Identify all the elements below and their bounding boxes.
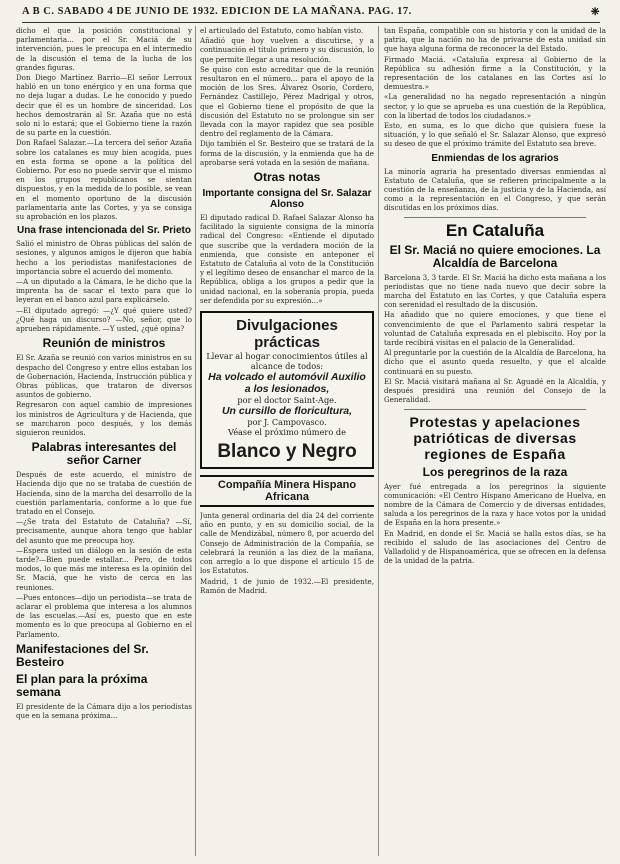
paragraph: Después de este acuerdo, el ministro de Hacienda dijo que no se trataba de cuestión de Hacienda, sino de la marcha del desarrollo de la cuestión parlamentaria, conforme a lo que fue tratado en el Consejo. — [16, 470, 192, 516]
ad-title: Divulgaciones prácticas — [236, 317, 338, 352]
paragraph: Regresaron con aquel cambio de impresiones los ministros de Agricultura y de Hacienda, que se marcharon poco después, y los demás siguieron reunidos. — [16, 400, 192, 437]
headline-macia-emociones: El Sr. Maciá no quiere emociones. La Alcaldía de Barcelona — [389, 242, 601, 270]
paragraph: La minoría agraria ha presentado diversas enmiendas al Estatuto de Cataluña, que se refieren principalmente a la cuestión de la enseñanza, de la justicia y de la Hacienda, así como a la representación en el Congreso, y que serán discutidas en los próximos días. — [384, 166, 606, 213]
headline-plan-semana: El plan para la próxima semana — [16, 671, 148, 699]
paragraph: dicho el que la posición constitucional y parlamentaria... por el Sr. Maciá de su intervención, pues le preocupa en el intermedio de la discusión el tema de la lucha de los grandes figuras. — [16, 26, 192, 72]
page-header — [22, 6, 600, 20]
column-middle — [200, 26, 374, 860]
paragraph: El presidente de la Cámara dijo a los periodistas que en la semana próxima... — [16, 701, 192, 720]
paragraph: Ha añadido que no quiere emociones, y que tiene el convencimiento de que el Parlamento sabrá respetar la voluntad de Cataluña expresada en el plebiscito. Hoy por la tarde recibirá visitas en el palacio de la Generalidad. — [384, 310, 606, 348]
paragraph: Ayer fué entregada a los peregrinos la siguiente comunicación: «El Centro Hispano Americano de Huelva, en nombre de la Cámara de Comercio y de diversas entidades, saluda a los peregrinos de la raza y hace votos por la unidad de España en la hora presente.» — [384, 481, 606, 528]
headline-palabras-carner: Palabras interesantes del señor Carner — [31, 440, 177, 468]
paragraph: El Sr. Maciá visitará mañana al Sr. Aguadé en la Alcaldía, y después presidirá una reunión del Consejo de la Generalidad. — [384, 376, 606, 405]
column-divider — [195, 26, 196, 856]
headline-consigna-salazar: Importante consigna del Sr. Salazar Alonso — [202, 188, 372, 211]
paragraph: Madrid, 1 de junio de 1932.—El presidente, Ramón de Madrid. — [200, 576, 374, 595]
paragraph: —Espera usted un diálogo en la sesión de esta tarde?—Bien puede estallar... Pero, de todos modos, lo que más me interesa es la opinión del Sr. Maciá, que he visto de cerca en las reuniones. — [16, 545, 192, 592]
headline-frase-prieto: Una frase intencionada del Sr. Prieto — [17, 225, 191, 237]
paragraph: el articulado del Estatuto, como habían visto. — [200, 26, 364, 35]
ad-brand: Blanco y Negro — [217, 441, 357, 463]
paragraph: —El diputado agregó: —¿Y qué quiere usted? ¿Qué haga un discurso? —No, señor, que lo aprueben rápidamente. —Y usted, ¿qué opina? — [16, 305, 192, 334]
header-mark: ❈ — [590, 7, 600, 18]
paragraph: El Sr. Azaña se reunió con varios ministros en su despacho del Congreso y entre ellos estaban los de Gobernación, Hacienda, Instrucción pública y Obras públicas, que trataron de diversos asuntos de gobierno. — [16, 353, 192, 400]
paragraph: Esto, en suma, es lo que dicho que quisiera fuese la situación, y lo que señaló el Sr. Salazar Alonso, que expresó su deseo de que el próximo trámite del Estatuto sea breve. — [384, 121, 606, 149]
headline-besteiro: Manifestaciones del Sr. Besteiro — [16, 641, 149, 669]
advertisement-box — [200, 311, 374, 469]
paragraph: Don Rafael Salazar.—La tercera del señor Azaña sobre los catalanes es muy bien acogida, pues en esta forma se opone a la política del Gobierno. Por eso no puede servir que el mismo en los grupos republicanos se sientan dispuestos, y en la medida de lo posible, se vean en el momento oportuno de la discusión parlamentaria ante las Cortes, y ya se consiga su aprobación en los plazos. — [16, 138, 192, 222]
paragraph: Firmado Maciá. «Cataluña expresa al Gobierno de la República su adhesión firme a la Constitución, y la representación de los catalanes en las Cortes así lo demuestra.» — [384, 54, 606, 92]
ad-line: Véase el próximo número de — [228, 427, 346, 438]
paragraph: —Pues entonces—dijo un periodista—se trata de aclarar el problema que interesa a los alumnos de las escuelas.—Así es, puesto que en este momento es lo que preocupa al Gobierno en el Parlamento. — [16, 592, 192, 639]
ad-line: Llevar al hogar conocimientos útiles al alcance de todos: — [206, 351, 368, 372]
headline-peregrinos: Los peregrinos de la raza — [422, 464, 568, 479]
paragraph: Salió el ministro de Obras públicas del salón de sesiones, y algunos amigos le dijeron que había hecho a los periodistas manifestaciones de importancia sobre el acuerdo del momento. — [16, 239, 192, 276]
header-rule — [22, 22, 600, 23]
ad-line: por el doctor Saint-Age. — [237, 395, 337, 406]
paragraph: tan España, compatible con su historia y con la unidad de la patria, que la nación no ha de privarse de esta unidad sin que haya alguna forma de reconocer la del Estado. — [384, 26, 606, 54]
paragraph: Junta general ordinaria del día 24 del corriente año en punto, y en su domicilio social, de la calle de Mendizábal, número 8, por acuerdo del Consejo de Administración de la Compañía, se celebrará la reunión a las diez de la mañana, con arreglo a lo que dispone el artículo 15 de los Estatutos. — [200, 511, 374, 576]
paragraph: —A un diputado a la Cámara, le he dicho que la imprenta ha de sacar el texto para que lo leyeran en el banco azul para explicárselo. — [16, 277, 192, 305]
column-left — [16, 26, 192, 860]
column-divider — [378, 26, 379, 856]
headline-protestas: Protestas y apelaciones patrióticas de diversas regiones de España — [409, 413, 581, 462]
paragraph: Don Diego Martínez Barrio—El señor Lerroux habló en un tono enérgico y en una forma que no deja lugar a dudas. Le he conocido y puedo decir que él es un hombre de sinceridad. Los hechos demostrarán al Sr. Azaña que no está solo ni lo estará; que el Gobierno tiene la razón de su parte en la cuestión. — [16, 73, 192, 138]
headline-otras-notas: Otras notas — [253, 170, 321, 185]
ad-bold-line: Ha volcado el automóvil Auxilio a los lesionados, — [208, 371, 366, 396]
paragraph: El diputado radical D. Rafael Salazar Alonso ha facilitado la siguiente consigna de la minoría radical del Congreso: «Entiende el diputado que suscribe que la verdadera moción de la enmienda, que consiste en anteponer el Estatuto de Cataluña al voto de la Constitución y el legítimo deseo de ensanchar el marco de la República, obliga a los grupos a pedir que la unidad nacional, en la soberanía propia, pueda ser defendida por su expresión...» — [200, 213, 374, 305]
divider — [404, 409, 586, 410]
headline-enmiendas-agrarios: Enmiendas de los agrarios — [431, 152, 559, 164]
headline-en-cataluna: En Cataluña — [445, 220, 545, 240]
ad-line: por J. Campovasco. — [247, 417, 327, 428]
header-title: A B C. SABADO 4 DE JUNIO DE 1932. EDICION DE LA MAÑANA. PAG. 17. — [22, 6, 412, 17]
column-right — [384, 26, 606, 860]
paragraph: Añadió que hoy vuelven a discutirse, y a continuación el título primero y su discusión, lo que permite llegar a una resolución. — [200, 36, 374, 64]
paragraph: En Madrid, en donde el Sr. Maciá se halla estos días, se ha recibido el saludo de las asociaciones del Centro de Valladolid y de Hispanoamérica, que se ofrecen en la defensa de la unidad de la patria. — [384, 528, 606, 566]
divider — [404, 217, 586, 218]
paragraph: —¿Se trata del Estatuto de Cataluña? —Sí, precisamente, aunque ahora tengo que hablar del asunto que me preocupa hoy. — [16, 517, 192, 545]
paragraph: Dijo también el Sr. Besteiro que se tratará de la forma de la discusión, y la enmienda que ha de aprobarse será votada en la sesión de mañana. — [200, 139, 374, 167]
paragraph: «La generalidad no ha negado representación a ningún sector, y lo que se aprueba es una cuestión de la República, con la libertad de todos los ciudadanos.» — [384, 92, 606, 120]
paragraph: Al preguntarle por la cuestión de la Alcaldía de Barcelona, ha dicho que el asunto queda resuelto, y que el alcalde continuará en su puesto. — [384, 348, 606, 376]
paragraph: Se quiso con esto acreditar que de la reunión resultaron en el número... para el apoyo de la moción de los Sres. Álvarez Osorio, Cordero, Fernández Castillejo, Pérez Madrigal y otros, que el Gobierno tiene el propósito de que la discusión del Estatuto no se prolongue sin ser llevada con la mayor rapidez que sea posible dentro del reglamento de la Cámara. — [200, 64, 374, 139]
company-notice-title: Compañía Minera Hispano Africana — [200, 475, 374, 507]
headline-reunion-ministros: Reunión de ministros — [42, 336, 166, 351]
ad-bold-line: Un cursillo de floricultura, — [221, 405, 353, 418]
paragraph: Barcelona 3, 3 tarde. El Sr. Maciá ha dicho esta mañana a los periodistas que no tiene nada nuevo que decir sobre la marcha del Estatuto en las Cortes, y que Cataluña espera con serenidad el resultado de la discusión. — [384, 272, 606, 310]
